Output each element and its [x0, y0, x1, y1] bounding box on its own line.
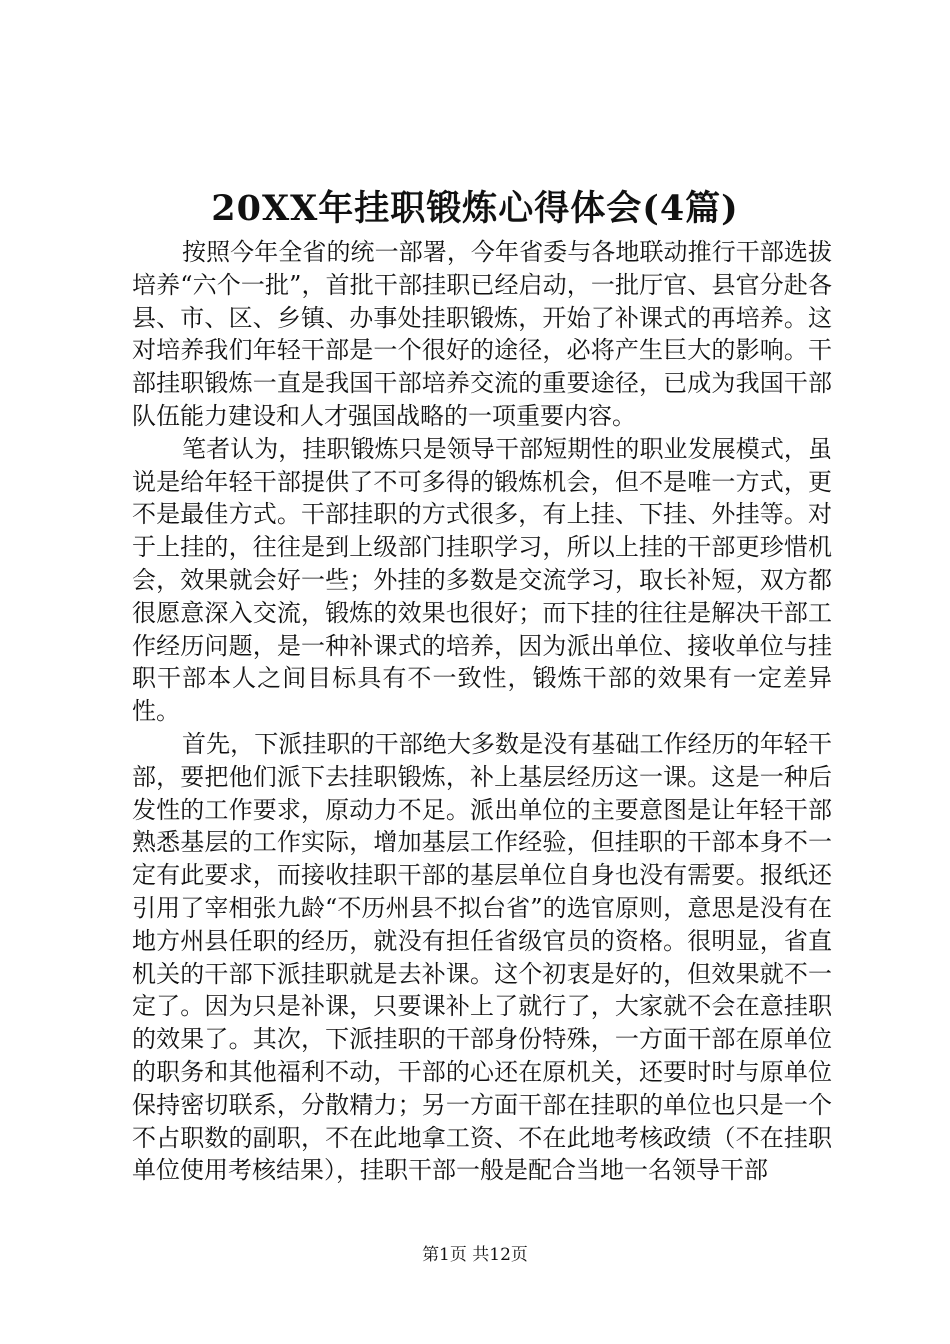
document-title: 20XX年挂职锻炼心得体会(4篇): [211, 188, 739, 229]
page-number-footer: 第1页 共12页: [422, 1245, 528, 1265]
paragraph-1: 按照今年全省的统一部署，今年省委与各地联动推行干部选拔培养“六个一批”，首批干部挂职已经启动，一批厅官、县官分赴各县、市、区、乡镇、办事处挂职锻炼，开始了补课式的再培养。这对培养我们年轻干部是一个很好的途径，必将产生巨大的影响。干部挂职锻炼一直是我国干部培养交流的重要途径，已成为我国干部队伍能力建设和人才强国战略的一项重要内容。: [132, 238, 832, 430]
document-body: [132, 236, 832, 1187]
paragraph-3: 首先，下派挂职的干部绝大多数是没有基础工作经历的年轻干部，要把他们派下去挂职锻炼，补上基层经历这一课。这是一种后发性的工作要求，原动力不足。派出单位的主要意图是让年轻干部熟悉基层的工作实际，增加基层工作经验，但挂职的干部本身不一定有此要求，而接收挂职干部的基层单位自身也没有需要。报纸还引用了宰相张九龄“不历州县不拟台省”的选官原则，意思是没有在地方州县任职的经历，就没有担任省级官员的资格。很明显，省直机关的干部下派挂职就是去补课。这个初衷是好的，但效果就不一定了。因为只是补课，只要课补上了就行了，大家就不会在意挂职的效果了。其次，下派挂职的干部身份特殊，一方面干部在原单位的职务和其他福利不动，干部的心还在原机关，还要时时与原单位保持密切联系，分散精力；另一方面干部在挂职的单位也只是一个不占职数的副职，不在此地拿工资、不在此地考核政绩（不在挂职单位使用考核结果），挂职干部一般是配合当地一名领导干部: [132, 729, 832, 1185]
paragraph-2: 笔者认为，挂职锻炼只是领导干部短期性的职业发展模式，虽说是给年轻干部提供了不可多得的锻炼机会，但不是唯一方式，更不是最佳方式。干部挂职的方式很多，有上挂、下挂、外挂等。对于上挂的，往往是到上级部门挂职学习，所以上挂的干部更珍惜机会，效果就会好一些；外挂的多数是交流学习，取长补短，双方都很愿意深入交流，锻炼的效果也很好；而下挂的往往是解决干部工作经历问题，是一种补课式的培养，因为派出单位、接收单位与挂职干部本人之间目标具有不一致性，锻炼干部的效果有一定差异性。: [132, 434, 832, 726]
